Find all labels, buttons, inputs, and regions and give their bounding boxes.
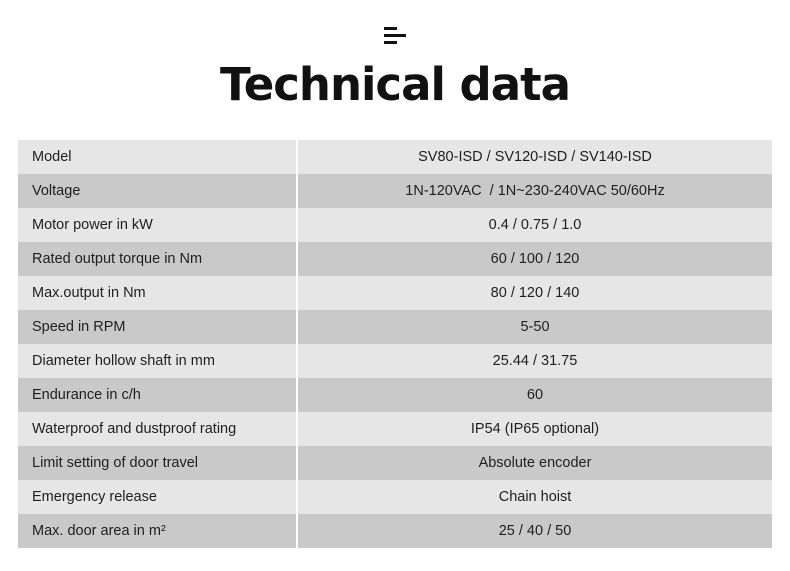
- spec-label: Limit setting of door travel: [18, 446, 297, 480]
- menu-lines-icon: [384, 27, 408, 45]
- spec-label: Speed in RPM: [18, 310, 297, 344]
- spec-value: 60 / 100 / 120: [490, 251, 580, 267]
- table-row: [18, 276, 772, 310]
- spec-label: Voltage: [18, 174, 297, 208]
- table-row: [18, 140, 772, 174]
- spec-value: IP54 (IP65 optional): [470, 421, 600, 437]
- spec-value: 1N-120VAC / 1N~230-240VAC 50/60Hz: [405, 183, 665, 199]
- spec-value: SV80-ISD / SV120-ISD / SV140-ISD: [418, 149, 652, 165]
- table-row: [18, 514, 772, 548]
- spec-label: Rated output torque in Nm: [18, 242, 297, 276]
- spec-label: Motor power in kW: [18, 208, 297, 242]
- table-row: [18, 174, 772, 208]
- table-row: [18, 208, 772, 242]
- spec-label: Endurance in c/h: [18, 378, 297, 412]
- table-row: [18, 412, 772, 446]
- table-row: [18, 310, 772, 344]
- table-row: [18, 344, 772, 378]
- technical-data-table: [18, 140, 772, 548]
- spec-value: 60: [526, 387, 544, 403]
- spec-value: Absolute encoder: [478, 455, 592, 471]
- spec-label: Model: [18, 140, 297, 174]
- page-title: Technical data: [220, 58, 570, 111]
- spec-value: 0.4 / 0.75 / 1.0: [488, 217, 582, 233]
- spec-value: 25.44 / 31.75: [492, 353, 578, 369]
- spec-label: Diameter hollow shaft in mm: [18, 344, 297, 378]
- spec-label: Waterproof and dustproof rating: [18, 412, 297, 446]
- spec-value: 25 / 40 / 50: [498, 523, 572, 539]
- spec-label: Emergency release: [18, 480, 297, 514]
- table-row: [18, 242, 772, 276]
- spec-value: 5-50: [520, 319, 550, 335]
- spec-value: 80 / 120 / 140: [490, 285, 580, 301]
- spec-label: Max.output in Nm: [18, 276, 297, 310]
- table-row: [18, 378, 772, 412]
- table-row: [18, 446, 772, 480]
- spec-label: Max. door area in m²: [18, 514, 297, 548]
- spec-value: Chain hoist: [498, 489, 572, 505]
- table-row: [18, 480, 772, 514]
